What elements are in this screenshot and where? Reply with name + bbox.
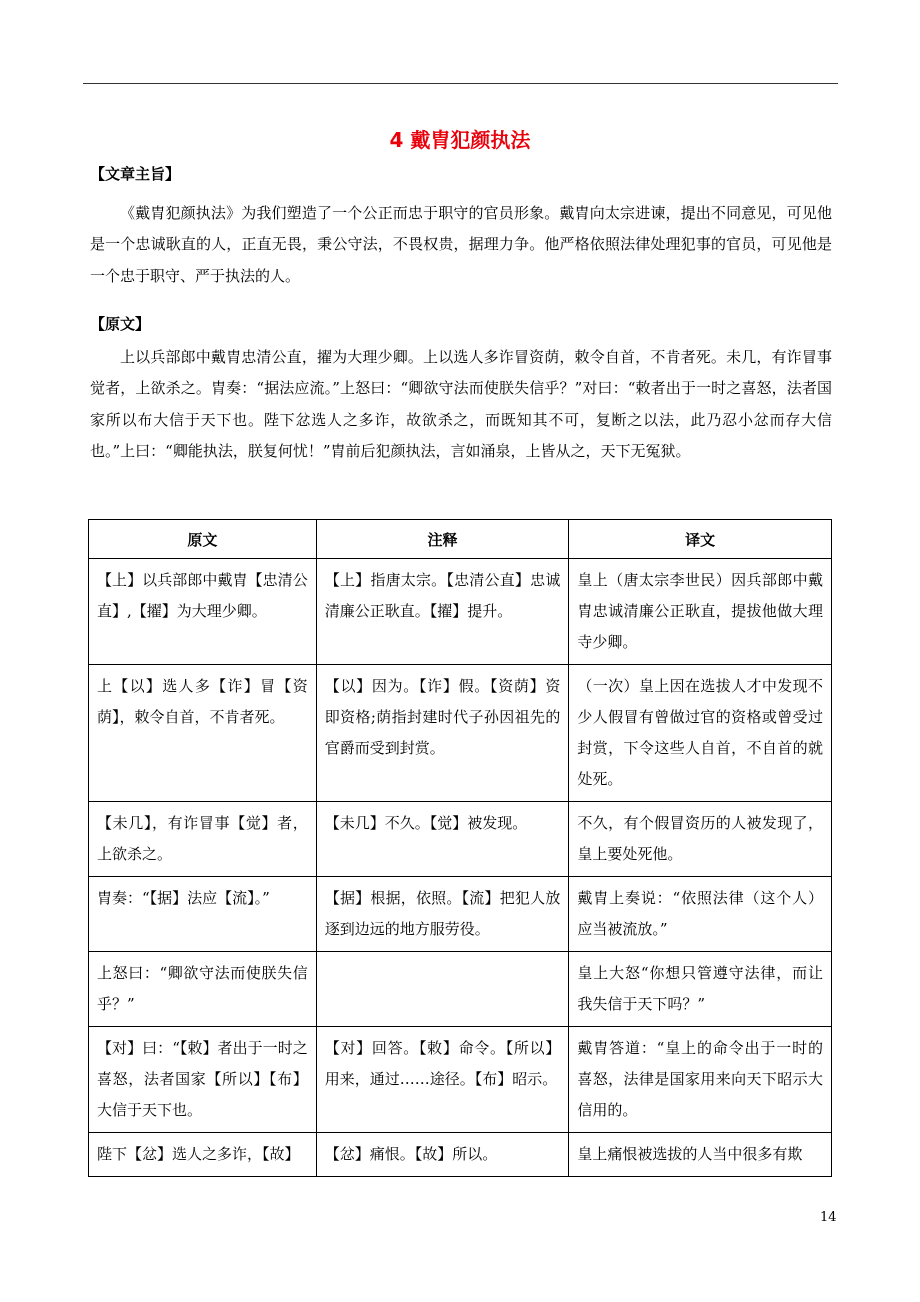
- original-cell: 【对】曰：“【敕】者出于一时之喜怒，法者国家【所以】【布】大信于天下也。: [89, 1027, 317, 1133]
- column-header-original: 原文: [89, 520, 317, 559]
- theme-heading: 【文章主旨】: [90, 165, 181, 183]
- translation-cell: 皇上痛恨被选拔的人当中很多有欺: [569, 1133, 832, 1177]
- table-row: [89, 802, 832, 877]
- theme-paragraph: 《戴胄犯颜执法》为我们塑造了一个公正而忠于职守的官员形象。戴胄向太宗进谏，提出不同意见，可见他是一个忠诚耿直的人，正直无畏，秉公守法，不畏权贵，据理力争。他严格依照法律处理犯事的官员，可见他是一个忠于职守、严于执法的人。: [90, 204, 832, 285]
- original-cell: 陛下【忿】选人之多诈，【故】: [89, 1133, 317, 1177]
- header-rule: [83, 83, 838, 84]
- notes-cell: 【未几】不久。【觉】被发现。: [316, 802, 569, 877]
- page-number: 14: [820, 1210, 837, 1225]
- original-heading: 【原文】: [90, 315, 151, 333]
- table-row: [89, 952, 832, 1027]
- table-row: [89, 1027, 832, 1133]
- original-cell: 上【以】选人多【诈】冒【资荫】，敕令自首，不肯者死。: [89, 665, 317, 802]
- original-paragraph: 上以兵部郎中戴胄忠清公直，擢为大理少卿。上以选人多诈冒资荫，敕令自首，不肯者死。未几，有诈冒事觉者，上欲杀之。胄奏：“据法应流。”上怒曰：“卿欲守法而使朕失信乎？”对曰：“敕者出于一时之喜怒，法者国家所以布大信于天下也。陛下忿选人之多诈，故欲杀之，而既知其不可，复断之以法，此乃忍小忿而存大信也。”上曰：“卿能执法，朕复何忧！”胄前后犯颜执法，言如涌泉，上皆从之，天下无冤狱。: [90, 348, 832, 460]
- translation-cell: 皇上（唐太宗李世民）因兵部郎中戴胄忠诚清廉公正耿直，提拔他做大理寺少卿。: [569, 559, 832, 665]
- column-header-notes: 注释: [316, 520, 569, 559]
- column-header-translation: 译文: [569, 520, 832, 559]
- original-cell: 【未几】，有诈冒事【觉】者，上欲杀之。: [89, 802, 317, 877]
- translation-table: [88, 519, 832, 1177]
- notes-cell: 【据】根据，依照。【流】把犯人放逐到边远的地方服劳役。: [316, 877, 569, 952]
- translation-cell: 戴胄上奏说：“依照法律（这个人）应当被流放。”: [569, 877, 832, 952]
- translation-cell: 不久，有个假冒资历的人被发现了，皇上要处死他。: [569, 802, 832, 877]
- notes-cell: 【对】回答。【敕】命令。【所以】用来，通过……途径。【布】昭示。: [316, 1027, 569, 1133]
- translation-cell: 皇上大怒“你想只管遵守法律，而让我失信于天下吗？”: [569, 952, 832, 1027]
- notes-cell: 【上】指唐太宗。【忠清公直】忠诚清廉公正耿直。【擢】提升。: [316, 559, 569, 665]
- notes-cell: 【以】因为。【诈】假。【资荫】资即资格;荫指封建时代子孙因祖先的官爵而受到封赏。: [316, 665, 569, 802]
- translation-cell: 戴胄答道：“皇上的命令出于一时的喜怒，法律是国家用来向天下昭示大信用的。: [569, 1027, 832, 1133]
- table-row: [89, 665, 832, 802]
- page-title: 4 戴胄犯颜执法: [389, 128, 531, 152]
- table-row: [89, 877, 832, 952]
- original-cell: 胄奏：“【据】法应【流】。”: [89, 877, 317, 952]
- original-cell: 上怒曰：“卿欲守法而使朕失信乎？”: [89, 952, 317, 1027]
- original-cell: 【上】以兵部郎中戴胄【忠清公直】,【擢】为大理少卿。: [89, 559, 317, 665]
- translation-cell: （一次）皇上因在选拔人才中发现不少人假冒有曾做过官的资格或曾受过封赏，下令这些人自首，不自首的就处死。: [569, 665, 832, 802]
- table-header-row: [89, 520, 832, 559]
- notes-cell: 【忿】痛恨。【故】所以。: [316, 1133, 569, 1177]
- table-row: [89, 1133, 832, 1177]
- notes-cell: [316, 952, 569, 1027]
- table-row: [89, 559, 832, 665]
